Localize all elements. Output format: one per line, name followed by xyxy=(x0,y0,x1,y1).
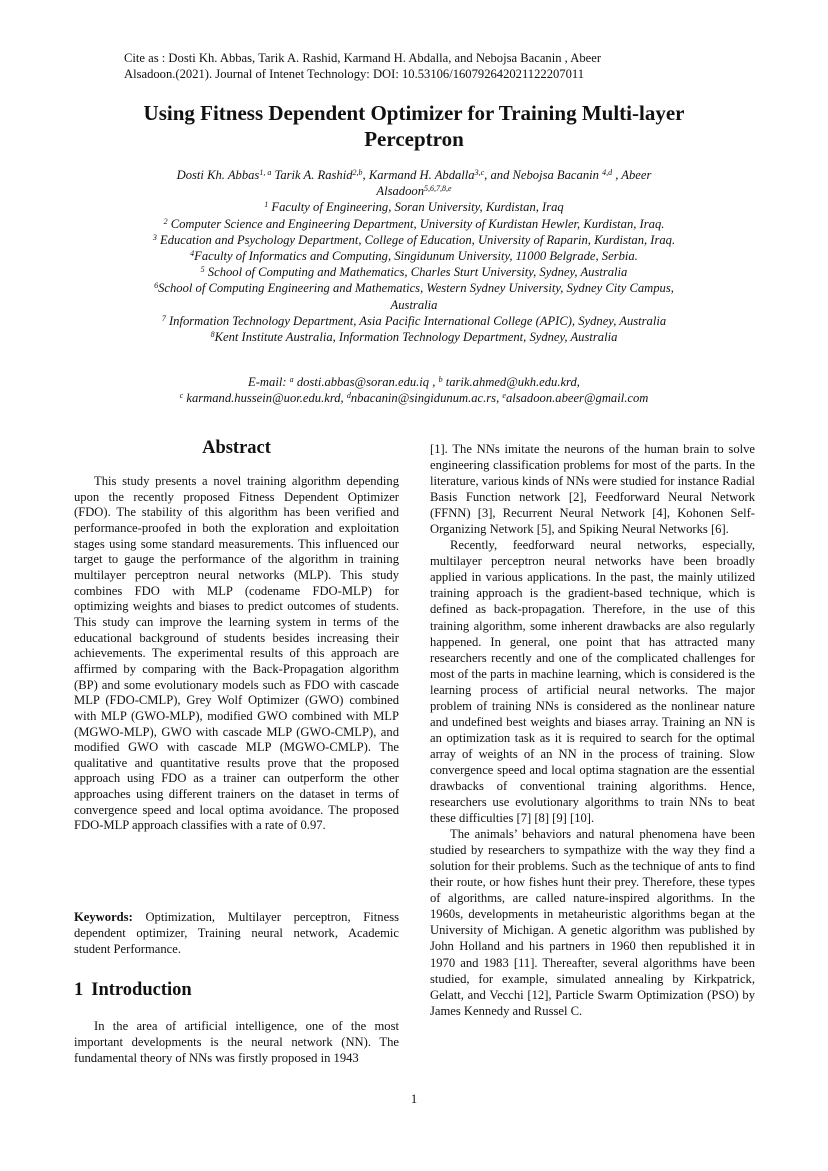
author-block xyxy=(110,167,718,345)
author-list-continued xyxy=(110,183,718,199)
affiliation-text: Faculty of Informatics and Computing, Singidunum University, 11000 Belgrade, Serbia. xyxy=(194,249,638,264)
section-number: 1 xyxy=(74,980,84,1000)
body-paragraph: [1]. The NNs imitate the neurons of the human brain to solve engineering classification problems for most of the parts. In the literature, various kinds of NNs were studied for instance Radial Basis Function network [2], Feedforward Neural Network (FFNN) [3], Recurrent Neural Network [4], Kohonen Self-Organizing Network [5], and Spiking Neural Networks [6]. xyxy=(430,442,755,537)
affiliation-sup: 1 xyxy=(264,200,269,210)
title-line: Using Fitness Dependent Optimizer for Training Multi-layer xyxy=(143,101,685,125)
author-sup: 5,6,7,8,e xyxy=(424,184,452,194)
email-sup: d xyxy=(346,391,351,401)
email-address[interactable]: karmand.hussein@uor.edu.krd, xyxy=(183,391,347,406)
introduction-text: In the area of artificial intelligence, one of the most important developments is the neural network (NN). The fundamental theory of NNs was firstly proposed in 1943 xyxy=(74,1019,399,1065)
affiliation-sup: 8 xyxy=(210,330,215,340)
section-heading-introduction xyxy=(74,980,399,1001)
affiliation xyxy=(110,216,718,232)
affiliation xyxy=(110,329,718,345)
email-line xyxy=(110,390,718,406)
author-name: , Abeer xyxy=(612,168,652,182)
author-name: Tarik A. Rashid xyxy=(271,168,353,182)
affiliation-sup: 7 xyxy=(161,313,166,323)
email-label: E-mail: xyxy=(248,375,290,389)
author-sup: 4,d xyxy=(602,168,613,177)
author-name: , and Nebojsa Bacanin xyxy=(484,168,603,182)
author-name: , Karmand H. Abdalla xyxy=(362,168,475,182)
affiliation xyxy=(110,280,718,296)
email-address[interactable]: tarik.ahmed@ukh.edu.krd, xyxy=(442,375,580,389)
author-sup: 3,c xyxy=(474,168,485,177)
affiliation-text: Education and Psychology Department, College of Education, University of Raparin, Kurdistan, Iraq. xyxy=(156,232,676,247)
title-line: Perceptron xyxy=(364,127,464,151)
body-paragraph: The animals’ behaviors and natural phenomena have been studied by researchers to sympathize with the way they find a solution for their problems. Such as the technique of ants to find their route, or how fishes hunt their prey. Therefore, these types of algorithms, are called nature-inspired algorithms. In the 1960s, developments in metaheuristic algorithms began at the University of Michigan. A genetic algorithm was published by John Holland and his partners in 1960 then republished it in 1970 and 1983 [11]. Thereafter, several algorithms have been studied, for example, simulated annealing by Kirkpatrick, Gelatt, and Vecchi [12], Particle Swarm Optimization (PSO) by James Kennedy and Russel C. xyxy=(430,827,755,1018)
author-name: Dosti Kh. Abbas xyxy=(176,168,260,182)
email-address[interactable]: nbacanin@singidunum.ac.rs, xyxy=(350,391,503,406)
page-number: 1 xyxy=(410,1092,418,1106)
affiliation-text: School of Computing and Mathematics, Charles Sturt University, Sydney, Australia xyxy=(204,265,628,280)
affiliation-sup: 5 xyxy=(200,265,205,275)
body-paragraph: Recently, feedforward neural networks, especially, multilayer perceptron neural networks have been broadly applied in various applications. In the past, the mainly utilized training approach is the gradient-based technique, which is defined as back-propagation. Therefore, in the use of this training algorithm, some inherent drawbacks are also regularly happened. In general, one point that has attracted many researchers recently and one of the complicated challenges for most of the parts in machine learning, which is considered is the learning process of artificial neural networks. The major problem of training NNs is considered as the nonlinear nature and undefined best weights and biases array. Training an NN is an optimization task as it is required to search for the optimal array of weights of an NN in the process of training. Slow convergence speed and local optima stagnation are the essential drawbacks of conventional training algorithms. Hence, researchers use evolutionary algorithms to train NNs to beat these difficulties [7] [8] [9] [10]. xyxy=(430,538,755,826)
author-name: Alsadoon xyxy=(376,184,424,199)
email-sup: e xyxy=(502,391,506,401)
affiliation xyxy=(110,248,718,264)
affiliation xyxy=(110,297,718,313)
author-sup: 1, a xyxy=(259,168,272,177)
email-sup: b xyxy=(438,375,443,384)
affiliation xyxy=(110,264,718,280)
author-sup: 2,b xyxy=(352,168,363,177)
citation-header xyxy=(124,50,714,82)
affiliation xyxy=(110,199,718,215)
email-address[interactable]: dosti.abbas@soran.edu.iq , xyxy=(293,375,439,389)
keywords-text: Optimization, Multilayer perceptron, Fitness dependent optimizer, Training neural network, Academic student Performance. xyxy=(74,910,399,956)
affiliation-text: Kent Institute Australia, Information Technology Department, Sydney, Australia xyxy=(214,330,618,345)
citation-line: Cite as : Dosti Kh. Abbas, Tarik A. Rashid, Karmand H. Abdalla, and Nebojsa Bacanin , Abeer xyxy=(124,51,602,65)
affiliation-text: Computer Science and Engineering Department, University of Kurdistan Hewler, Kurdistan, Iraq. xyxy=(167,216,665,231)
affiliation-text: Faculty of Engineering, Soran University, Kurdistan, Iraq xyxy=(268,200,564,215)
email-block xyxy=(110,374,718,407)
email-line xyxy=(110,374,718,390)
affiliation-sup: 4 xyxy=(190,249,195,259)
email-sup: a xyxy=(289,375,294,384)
affiliation xyxy=(110,313,718,329)
author-list xyxy=(110,167,718,183)
abstract-text: This study presents a novel training algorithm depending upon the recently proposed Fitness Dependent Optimizer (FDO). The stability of this algorithm has been verified and performance-proofed in both the exploration and exploitation stages using some standard measurements. This influenced our target to gauge the performance of the algorithm in training multilayer perceptron neural networks (MLP). This study combines FDO with MLP (codename FDO-MLP) for optimizing weights and biases to predict outcomes of students. This study can improve the learning system in terms of the educational background of students besides increasing their achievements. The experimental results of this approach are affirmed by comparing with the Back-Propagation algorithm (BP) and some evolutionary models such as FDO with cascade MLP (FDO-CMLP), Grey Wolf Optimizer (GWO) combined with MLP (GWO-MLP), modified GWO combined with MLP (MGWO-MLP), GWO with cascade MLP (GWO-CMLP), and modified GWO with cascade MLP (MGWO-CMLP). The qualitative and quantitative results prove that the proposed approach using FDO as a trainer can outperform the other approaches using different trainers on the dataset in terms of convergence speed and local optima avoidance. The proposed FDO-MLP approach classifies with a rate of 0.97. xyxy=(74,474,399,833)
keywords-label: Keywords: xyxy=(74,910,133,924)
affiliation xyxy=(110,232,718,248)
affiliation-sup: 6 xyxy=(154,281,159,291)
email-address[interactable]: alsadoon.abeer@gmail.com xyxy=(505,391,649,406)
right-column xyxy=(430,441,755,1019)
affiliation-sup: 2 xyxy=(163,216,168,226)
keywords xyxy=(74,909,399,957)
affiliation-text: School of Computing Engineering and Mathematics, Western Sydney University, Sydney City Campus, xyxy=(158,281,674,296)
email-sup: c xyxy=(179,391,184,401)
paper-title xyxy=(90,100,738,152)
affiliation-text: Information Technology Department, Asia Pacific International College (APIC), Sydney, Australia xyxy=(165,313,667,328)
section-title: Introduction xyxy=(91,980,192,1000)
citation-line: Alsadoon.(2021). Journal of Intenet Technology: DOI: 10.53106/160792642021122207011 xyxy=(124,67,585,81)
affiliation-sup: 3 xyxy=(152,232,157,242)
affiliation-text: Australia xyxy=(390,297,438,312)
abstract-heading: Abstract xyxy=(202,438,271,458)
